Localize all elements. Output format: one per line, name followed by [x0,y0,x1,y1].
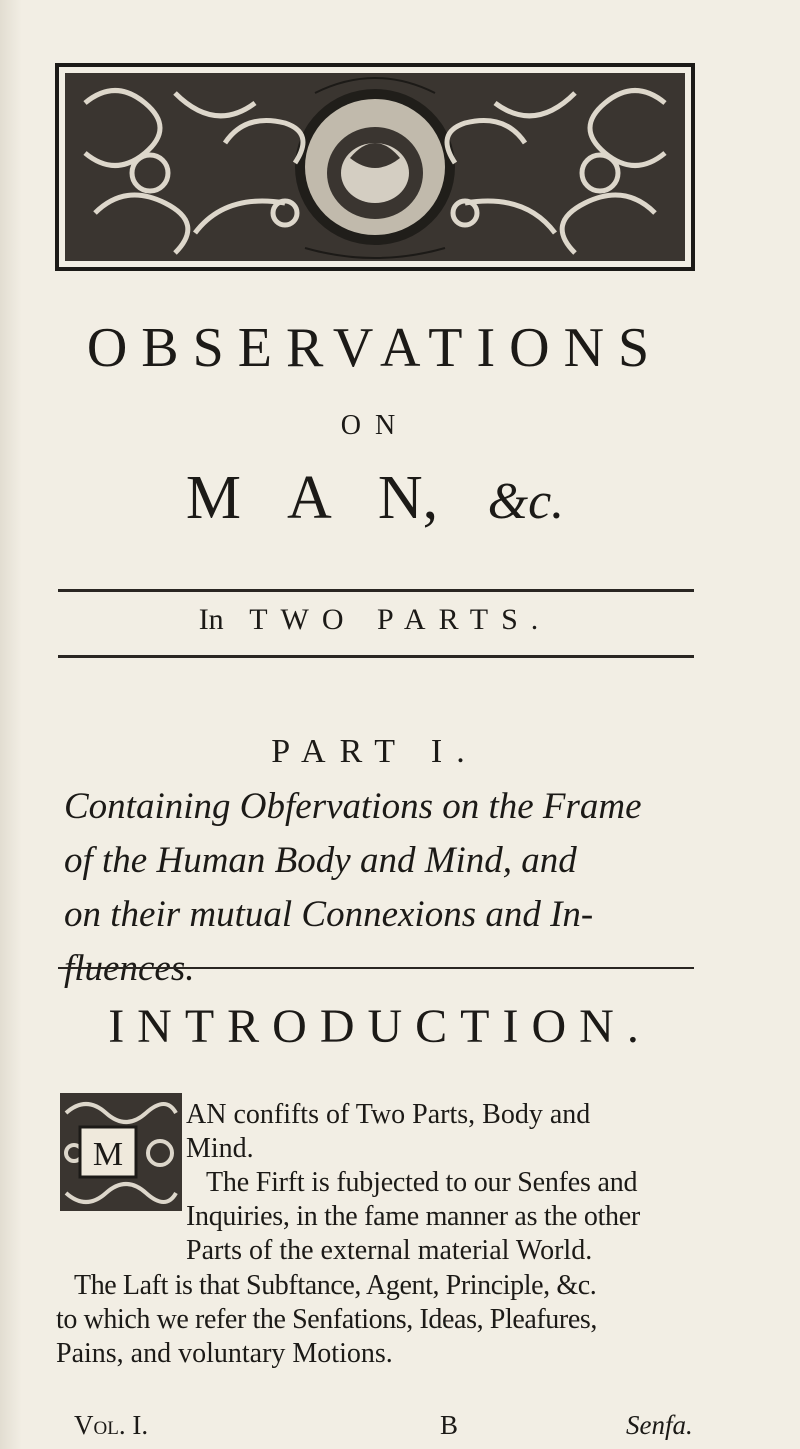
title-on: ON [340,410,410,441]
introduction-heading: INTRODUCTION. [108,1000,652,1053]
rule-divider [58,589,694,592]
part-heading: PART I. [271,733,479,770]
volume-mark: Vol. I. [74,1410,149,1440]
description-line: Containing Obfervations on the Frame [64,786,642,827]
subtitle-in-two-parts [55,605,695,635]
description-line: fluences. [64,948,195,989]
ornamental-headpiece [55,63,695,271]
text-line: Inquiries, in the fame manner as the other [186,1201,640,1232]
dropcap-letter: M [92,1136,124,1173]
subtitle-two-parts: TWO PARTS. [249,603,552,636]
title-observations: OBSERVATIONS [86,317,664,379]
catchword: Senfa. [626,1410,693,1440]
title-man [55,464,695,532]
rule-divider [58,655,694,658]
description-line: of the Human Body and Mind, and [64,840,577,881]
text-line: to which we refer the Senfations, Ideas, Pleafures, [56,1304,597,1335]
text-line: Mind. [186,1133,254,1164]
description-line: on their mutual Connexions and In- [64,894,594,935]
text-line: The Laft is that Subftance, Agent, Principle, &c. [74,1270,597,1301]
title-etc: &c. [487,473,565,530]
signature-mark: B [440,1410,459,1440]
text-line: Parts of the external material World. [186,1235,593,1266]
rule-divider [58,967,694,969]
text-line: Pains, and voluntary Motions. [56,1338,393,1369]
title-man-text: M A N, [185,464,439,532]
ornamental-dropcap [60,1093,182,1211]
text-line: AN confifts of Two Parts, Body and [186,1099,591,1130]
part-description [64,780,704,996]
page-gutter [0,0,22,1449]
subtitle-in: In [198,603,224,636]
text-line: The Firft is fubjected to our Senfes and [206,1167,638,1198]
